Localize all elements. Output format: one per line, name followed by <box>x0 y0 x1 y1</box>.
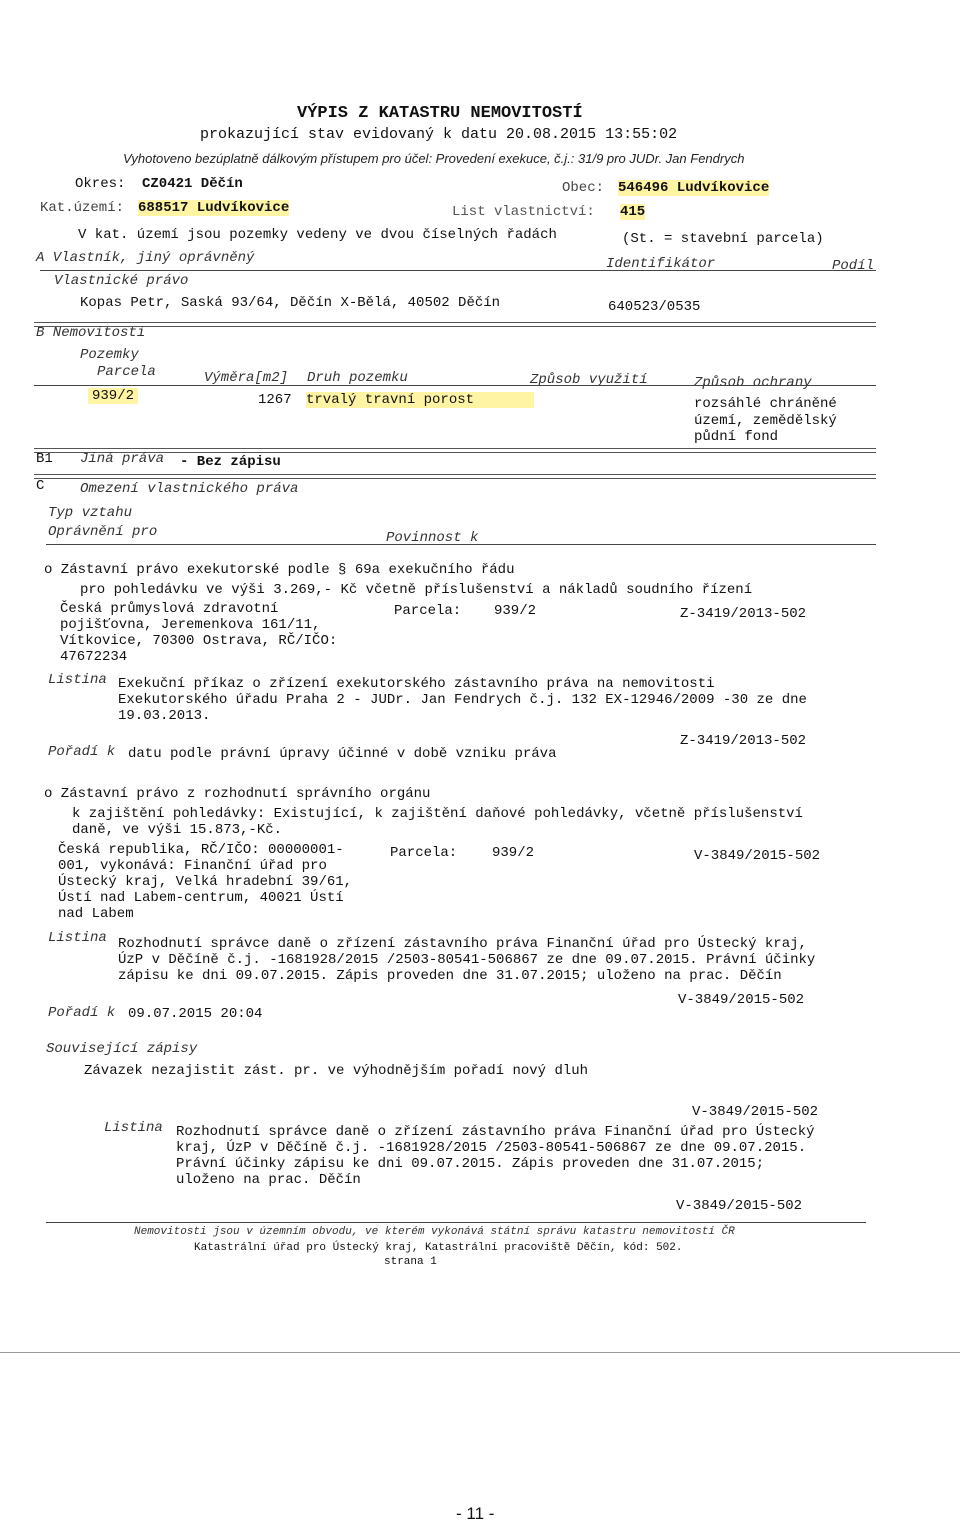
divider <box>34 385 876 386</box>
remote-access-note: Vyhotoveno bezúplatně dálkovým přístupem pro účel: Provedení exekuce, č.j.: 31/9 pro JUDr. Jan Fendrych <box>123 151 745 166</box>
divider <box>34 322 876 327</box>
vymera-value: 1267 <box>258 392 292 408</box>
entry1-poradi: datu podle právní úpravy účinné v době vzniku práva <box>128 746 557 762</box>
okres-value: CZ0421 Děčín <box>142 176 243 192</box>
entry1-parcela-label: Parcela: <box>394 603 462 619</box>
related-ref: V-3849/2015-502 <box>692 1104 819 1120</box>
parcela-value: 939/2 <box>88 388 138 404</box>
related-listina: Rozhodnutí správce daně o zřízení zástavního práva Finanční úřad pro Ústecký kraj, ÚzP v Děčíně č.j. -1681928/2015 /2503-80541-506867 ze dne 09.07.2015. Právní účinky zápisu ke dni 09.07.2015. Zápis proveden dne 31.07.2015; uloženo na prac. Děčín <box>176 1124 815 1188</box>
entry1-parcela-value: 939/2 <box>494 603 537 619</box>
divider <box>46 1222 866 1223</box>
obec-value: 546496 Ludvíkovice <box>618 180 770 196</box>
entry2-ref: V-3849/2015-502 <box>694 848 821 864</box>
opravneni-label: Oprávnění pro <box>48 524 158 540</box>
typ-vztahu-label: Typ vztahu <box>48 505 133 521</box>
divider <box>34 474 876 479</box>
divider <box>46 544 876 545</box>
obec-label: Obec: <box>562 180 605 196</box>
entry2-parcela-value: 939/2 <box>492 845 535 861</box>
col-parcela: Parcela <box>97 364 156 380</box>
ochrana-value: rozsáhlé chráněné území, zemědělský půdní fond <box>694 396 837 445</box>
entry2-listina: Rozhodnutí správce daně o zřízení zástavního práva Finanční úřad pro Ústecký kraj, ÚzP v Děčíně č.j. -1681928/2015 /2503-80541-506867 ze dne 09.07.2015. Právní účinky zápisu ke dni 09.07.2015. Zápis proveden dne 31.07.2015; uloženo na prac. Děčín <box>118 936 816 984</box>
page-number: - 11 - <box>456 1504 495 1523</box>
entry1-detail: pro pohledávku ve výši 3.269,- Kč včetně příslušenství a nákladů soudního řízení <box>80 582 753 598</box>
druh-value: trvalý travní porost <box>306 392 534 408</box>
entry1-title: o Zástavní právo exekutorské podle § 69a exekučního řádu <box>44 562 515 578</box>
entry2-ref2: V-3849/2015-502 <box>678 992 805 1008</box>
entry1-listina-label: Listina <box>48 672 107 688</box>
identifikator-header: Identifikátor <box>606 256 716 272</box>
col-zpusob-ochrany: Způsob ochrany <box>694 375 812 391</box>
entry1-ref: Z-3419/2013-502 <box>680 606 807 622</box>
footer-page: strana 1 <box>384 1256 437 1268</box>
entry2-listina-label: Listina <box>48 930 107 946</box>
section-c-heading: C <box>36 478 45 494</box>
jina-prava-value: - Bez zápisu <box>180 454 281 470</box>
entry1-creditor: Česká průmyslová zdravotní pojišťovna, Jeremenkova 161/11, Vítkovice, 70300 Ostrava, RČ/IČO: 47672234 <box>60 601 338 665</box>
section-b1-heading: B1 <box>36 451 53 467</box>
pozemky-note: V kat. území jsou pozemky vedeny ve dvou číselných řadách <box>78 227 557 243</box>
related-text: Závazek nezajistit zást. pr. ve výhodnějším pořadí nový dluh <box>84 1063 589 1079</box>
entry2-poradi-label: Pořadí k <box>48 1005 116 1021</box>
footer-line-1: Nemovitosti jsou v územním obvodu, ve kterém vykonává státní správu katastru nemovitostí ČR <box>134 1226 735 1238</box>
related-ref2: V-3849/2015-502 <box>676 1198 803 1214</box>
entry2-title: o Zástavní právo z rozhodnutí správního orgánu <box>44 786 431 802</box>
page-edge <box>0 1352 960 1353</box>
section-b-heading: B Nemovitosti <box>36 325 146 341</box>
katuzemi-label: Kat.území: <box>40 200 125 216</box>
entry2-detail: k zajištění pohledávky: Existující, k zajištění daňové pohledávky, včetně příslušenství daně, ve výši 15.873,-Kč. <box>72 806 803 838</box>
entry2-parcela-label: Parcela: <box>390 845 458 861</box>
pozemky-label: Pozemky <box>80 347 139 363</box>
owner-id: 640523/0535 <box>608 299 701 315</box>
povinnost-label: Povinnost k <box>386 530 479 546</box>
col-zpusob-vyuziti: Způsob využití <box>530 372 648 388</box>
entry1-ref2: Z-3419/2013-502 <box>680 733 807 749</box>
owner-name: Kopas Petr, Saská 93/64, Děčín X-Bělá, 40502 Děčín <box>80 295 501 311</box>
lv-label: List vlastnictví: <box>452 204 595 220</box>
related-listina-label: Listina <box>104 1120 163 1136</box>
divider <box>40 270 876 271</box>
footer-line-2: Katastrální úřad pro Ústecký kraj, Katastrální pracoviště Děčín, kód: 502. <box>194 1242 683 1254</box>
section-a-heading: A Vlastník, jiný oprávněný <box>36 250 255 266</box>
jina-prava-label: Jiná práva <box>80 451 165 467</box>
col-vymera: Výměra[m2] <box>204 370 289 386</box>
podil-header: Podíl <box>832 258 875 274</box>
right-type: Vlastnické právo <box>54 273 189 289</box>
entry1-listina: Exekuční příkaz o zřízení exekutorského zástavního práva na nemovitosti Exekutorského úřadu Praha 2 - JUDr. Jan Fendrych č.j. 132 EX-12946/2009 -30 ze dne 19.03.2013. <box>118 676 807 724</box>
pozemky-note-2: (St. = stavební parcela) <box>622 231 824 247</box>
omezeni-label: Omezení vlastnického práva <box>80 481 299 497</box>
entry2-creditor: Česká republika, RČ/IČO: 00000001- 001, vykonává: Finanční úřad pro Ústecký kraj, Velká hradební 39/61, Ústí nad Labem-centrum, 40021 Ústí nad Labem <box>58 842 353 922</box>
entry2-poradi: 09.07.2015 20:04 <box>128 1006 263 1022</box>
related-label: Související zápisy <box>46 1041 198 1057</box>
katuzemi-value: 688517 Ludvíkovice <box>138 200 290 216</box>
okres-label: Okres: <box>75 176 126 192</box>
col-druh: Druh pozemku <box>307 370 408 386</box>
document-title: VÝPIS Z KATASTRU NEMOVITOSTÍ <box>297 104 583 123</box>
entry1-poradi-label: Pořadí k <box>48 744 116 760</box>
document-subtitle: prokazující stav evidovaný k datu 20.08.2015 13:55:02 <box>200 126 678 143</box>
lv-value: 415 <box>620 204 646 220</box>
